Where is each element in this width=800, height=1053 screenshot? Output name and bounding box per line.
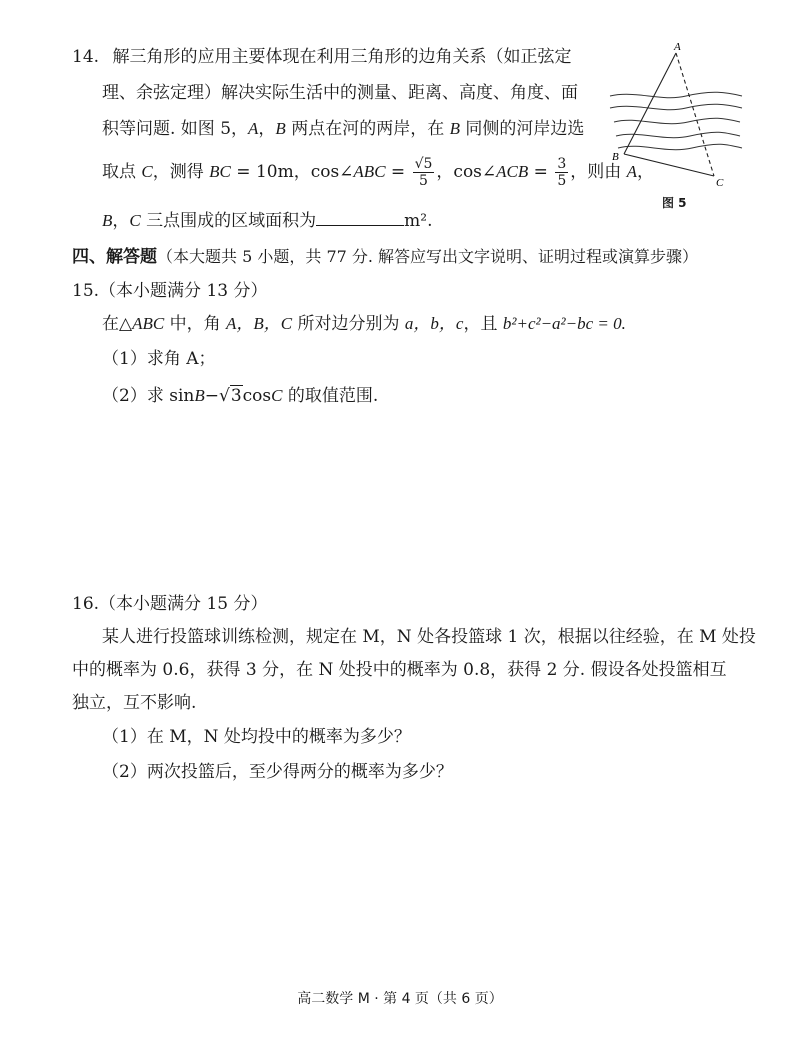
q14-eq: = <box>385 162 411 182</box>
q15-stem-d: 所对边分别为 <box>292 314 405 334</box>
q14-unit: m². <box>404 211 433 231</box>
figure-label-a: A <box>674 41 681 53</box>
q15-var-b: B <box>194 386 205 405</box>
q15-header: 15.（本小题满分 13 分） <box>72 281 268 301</box>
q14-text-5a: ， <box>112 211 130 231</box>
q14-text-2: 理、余弦定理）解决实际生活中的测量、距离、高度、角度、面 <box>102 83 578 103</box>
point-a-2: A <box>626 162 638 181</box>
fraction-1-denominator: 5 <box>419 173 428 189</box>
q16-part1: （1）在 M，N 处均投中的概率为多少？ <box>102 727 411 747</box>
angle-acb: ACB <box>496 162 529 181</box>
q14-text-4c: = 10m，cos∠ <box>230 162 354 182</box>
section-4-title: 四、解答题 <box>72 247 157 267</box>
sqrt-3: 3 <box>230 386 242 406</box>
figure-label-b: B <box>612 151 619 163</box>
sides-abc: a，b，c <box>404 314 464 333</box>
q15-part2-a: （2）求 sin <box>102 386 195 406</box>
q14-eq2: = <box>528 162 554 182</box>
river-wave-1 <box>610 92 742 98</box>
q14-text-4b: ，测得 <box>152 162 210 182</box>
q14-text-3b: 两点在河的两岸，在 <box>285 119 450 139</box>
q14-text-4e: ，则由 <box>570 162 627 182</box>
answer-blank[interactable] <box>316 211 404 226</box>
q14-line4 <box>102 152 654 192</box>
q15-minus: − <box>204 386 219 406</box>
q14-text-3a: 积等问题. 如图 5， <box>102 119 249 139</box>
q16-header: 16.（本小题满分 15 分） <box>72 594 268 614</box>
q15-part1: （1）求角 A； <box>102 349 216 369</box>
q15-part2-d: 的取值范围. <box>282 386 379 406</box>
q14-text-3c: 同侧的河岸边选 <box>460 119 585 139</box>
figure-5-river-triangle <box>606 38 746 213</box>
point-c: C <box>141 162 153 181</box>
fraction-cos-acb <box>555 156 568 189</box>
river-wave-3 <box>614 118 740 124</box>
q15-stem-b: 中，角 <box>164 314 226 334</box>
figure-caption: 图 5 <box>662 196 687 210</box>
angle-abc: ABC <box>353 162 386 181</box>
q15-stem <box>102 313 626 335</box>
fraction-2-numerator: 3 <box>557 156 567 172</box>
q14-line1 <box>72 46 571 68</box>
q15-var-c: C <box>271 386 283 405</box>
q16-line1: 某人进行投篮球训练检测，规定在 M，N 处各投篮球 1 次，根据以往经验，在 M 处投 <box>102 627 756 647</box>
q14-text-5b: 三点围成的区域面积为 <box>140 211 317 231</box>
triangle-abc: ABC <box>132 314 165 333</box>
point-a: A <box>248 119 259 138</box>
q14-text-4f: ， <box>637 162 655 182</box>
segment-bc: BC <box>209 162 231 181</box>
q14-line5 <box>102 210 432 232</box>
point-b: B <box>275 119 286 138</box>
q15-equation: b²+c²−a²−bc = 0. <box>502 314 626 333</box>
segment-ab <box>624 53 676 154</box>
point-b-2: B <box>449 119 461 138</box>
q14-text-1: 解三角形的应用主要体现在利用三角形的边角关系（如正弦定 <box>112 47 572 67</box>
fraction-1-numerator: √5 <box>414 156 433 172</box>
fraction-2-denominator: 5 <box>557 173 567 189</box>
segment-ac <box>676 53 714 176</box>
q15-stem-f: ，且 <box>463 314 503 334</box>
q14-number: 14. <box>72 47 100 67</box>
point-c-2: C <box>129 211 141 230</box>
fraction-cos-abc <box>413 156 435 189</box>
q15-part2: （2）求 sinB−√3cosC 的取值范围. <box>102 386 379 406</box>
q15-cos: cos <box>242 386 272 406</box>
figure-label-c: C <box>716 177 724 189</box>
segment-bc-line <box>624 154 714 176</box>
q15-stem-a: 在△ <box>102 314 133 334</box>
q16-line3: 独立，互不影响. <box>72 693 197 713</box>
q14-text-4a: 取点 <box>102 162 142 182</box>
river-wave-2 <box>610 104 742 110</box>
q16-line2: 中的概率为 0.6，获得 3 分，在 N 处投中的概率为 0.8，获得 2 分. 假设各处投篮相互 <box>72 660 727 680</box>
q16-part2: （2）两次投篮后，至少得两分的概率为多少？ <box>102 762 453 782</box>
section-4-desc: （本大题共 5 小题，共 77 分. 解答应写出文字说明、证明过程或演算步骤） <box>157 247 699 266</box>
section-4-header <box>72 246 698 268</box>
q14-line3 <box>102 118 584 140</box>
angles-abc: A，B，C <box>226 314 293 333</box>
river-wave-5 <box>618 144 742 150</box>
page-footer: 高二数学 M · 第 4 页（共 6 页） <box>297 991 503 1007</box>
q14-sep: ， <box>258 119 276 139</box>
q14-line2 <box>102 82 578 104</box>
point-b-3: B <box>102 211 113 230</box>
q14-text-4d: ，cos∠ <box>436 162 497 182</box>
